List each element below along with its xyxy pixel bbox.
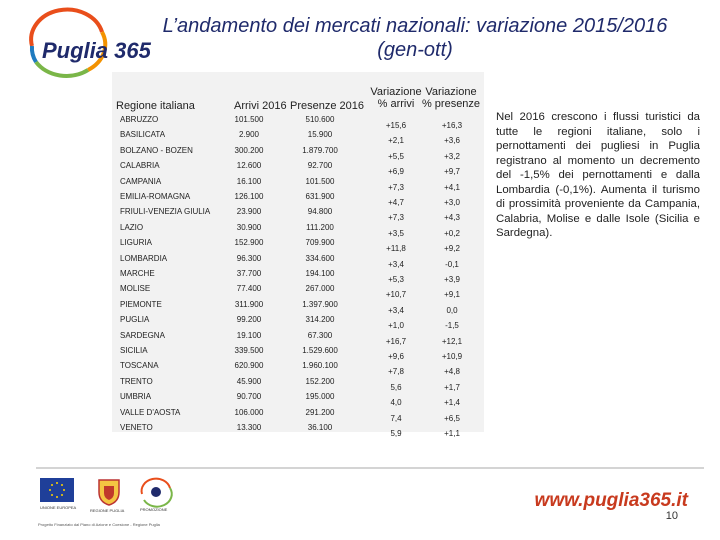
cell-var-arrivi: +15,6 bbox=[385, 121, 407, 130]
cell-presenze: 67.300 bbox=[307, 330, 333, 340]
cell-presenze: 314.200 bbox=[305, 315, 335, 325]
cell-arrivi: 77.400 bbox=[236, 284, 262, 294]
cell-var-presenze: -0,1 bbox=[445, 259, 459, 269]
footer-divider bbox=[36, 467, 704, 469]
cell-presenze: 1.397.900 bbox=[302, 299, 338, 309]
cell-var-arrivi: +5,3 bbox=[388, 275, 404, 284]
cell-region: PUGLIA bbox=[120, 315, 150, 325]
cell-var-arrivi: +16,7 bbox=[385, 336, 407, 346]
cell-region: CAMPANIA bbox=[120, 176, 162, 186]
cell-region: VALLE D'AOSTA bbox=[120, 407, 181, 417]
cell-arrivi: 30.900 bbox=[236, 222, 262, 232]
commentary-text: Nel 2016 crescono i flussi turistici da tutte le regioni italiane, solo i pernottamenti dei pugliesi in Puglia registrano al momento un decremento del -1,5% dei pernottamenti e dalla Lombardia (-0,1%). Aumenta il turismo di prossimità proveniente da Campania, Calabria, Molise e dalle Isole (Sicilia e Sardegna). bbox=[496, 111, 700, 239]
cell-region: LAZIO bbox=[120, 222, 144, 232]
regione-caption: REGIONE PUGLIA bbox=[90, 508, 125, 513]
puglia365-logo bbox=[18, 6, 151, 80]
data-table bbox=[112, 72, 484, 438]
cell-arrivi: 23.900 bbox=[236, 207, 262, 217]
cell-region: VENETO bbox=[120, 423, 153, 432]
cell-presenze: 152.200 bbox=[305, 376, 335, 386]
cell-var-presenze: +0,2 bbox=[444, 228, 460, 238]
cell-var-arrivi: +7,8 bbox=[388, 367, 404, 377]
cell-region: TRENTO bbox=[120, 376, 153, 386]
cell-var-presenze: +6,5 bbox=[444, 413, 460, 423]
cell-presenze: 101.500 bbox=[305, 176, 335, 186]
cell-var-presenze: +9,2 bbox=[444, 244, 460, 254]
title-line-1: L’andamento dei mercati nazionali: variazione 2015/2016 bbox=[162, 15, 668, 37]
cell-presenze: 631.900 bbox=[305, 192, 335, 201]
cell-region: UMBRIA bbox=[120, 392, 152, 402]
cell-presenze: 267.000 bbox=[305, 284, 335, 294]
cell-region: BOLZANO - BOZEN bbox=[120, 145, 193, 155]
cell-region: MARCHE bbox=[120, 269, 155, 278]
cell-region: PIEMONTE bbox=[120, 299, 162, 309]
cell-region: SICILIA bbox=[120, 346, 148, 355]
cell-presenze: 709.900 bbox=[305, 238, 335, 248]
cell-var-arrivi: 5,9 bbox=[390, 429, 402, 438]
cell-presenze: 1.960.100 bbox=[302, 361, 338, 371]
cell-var-presenze: +1,1 bbox=[444, 429, 460, 438]
cell-presenze: 510.600 bbox=[305, 115, 335, 124]
cell-var-presenze: +3,6 bbox=[444, 136, 460, 146]
cell-var-arrivi: +7,3 bbox=[388, 182, 404, 192]
cell-presenze: 111.200 bbox=[306, 222, 334, 232]
header-var-arrivi bbox=[368, 86, 424, 110]
header-var-presenze bbox=[420, 86, 482, 110]
cell-arrivi: 152.900 bbox=[234, 238, 264, 248]
cell-arrivi: 90.700 bbox=[236, 392, 262, 402]
cell-region: ABRUZZO bbox=[120, 115, 159, 124]
cell-arrivi: 13.300 bbox=[236, 423, 262, 432]
cell-var-arrivi: +3,4 bbox=[388, 259, 404, 269]
cell-region: TOSCANA bbox=[120, 361, 159, 371]
cell-arrivi: 16.100 bbox=[236, 176, 262, 186]
cell-region: LOMBARDIA bbox=[120, 253, 168, 263]
header-presenze: Presenze 2016 bbox=[290, 100, 364, 112]
cell-presenze: 92.700 bbox=[307, 161, 333, 171]
header-var-presenze-line1: Variazione bbox=[425, 86, 477, 98]
cell-arrivi: 12.600 bbox=[236, 161, 262, 171]
header-region: Regione italiana bbox=[116, 100, 195, 112]
eu-flag-icon bbox=[40, 478, 74, 502]
title-line-2: (gen-ott) bbox=[377, 39, 453, 61]
cell-presenze: 194.100 bbox=[305, 269, 335, 278]
cell-var-arrivi: +2,1 bbox=[388, 136, 404, 146]
cell-var-presenze: +9,7 bbox=[444, 167, 460, 177]
cell-var-arrivi: +11,8 bbox=[386, 244, 406, 254]
cell-var-arrivi: 7,4 bbox=[390, 413, 402, 423]
cell-arrivi: 126.100 bbox=[234, 192, 264, 201]
cell-presenze: 94.800 bbox=[307, 207, 333, 217]
promozione-caption: PROMOZIONE bbox=[140, 507, 168, 512]
cell-region: CALABRIA bbox=[120, 161, 160, 171]
cell-var-presenze: +10,9 bbox=[441, 352, 463, 361]
cell-region: LIGURIA bbox=[120, 238, 153, 248]
cell-arrivi: 106.000 bbox=[234, 407, 264, 417]
cell-arrivi: 37.700 bbox=[236, 269, 262, 278]
cell-var-arrivi: +3,5 bbox=[388, 228, 404, 238]
footer-funding-text: Progetto Finanziato dal Piano di Azione e Coesione - Regione Puglia bbox=[38, 522, 160, 527]
cell-arrivi: 45.900 bbox=[236, 376, 262, 386]
cell-arrivi: 19.100 bbox=[236, 330, 262, 340]
cell-var-presenze: +1,4 bbox=[444, 398, 460, 408]
cell-arrivi: 101.500 bbox=[234, 115, 264, 124]
cell-var-presenze: +16,3 bbox=[441, 121, 463, 130]
cell-var-arrivi: 5,6 bbox=[390, 382, 402, 392]
header-var-presenze-line2: % presenze bbox=[421, 98, 481, 110]
cell-var-presenze: -1,5 bbox=[445, 321, 459, 331]
slide-title bbox=[130, 14, 700, 62]
table-row bbox=[112, 423, 484, 442]
cell-var-presenze: +4,3 bbox=[444, 213, 460, 223]
cell-region: EMILIA-ROMAGNA bbox=[120, 192, 191, 201]
cell-arrivi: 339.500 bbox=[234, 346, 264, 355]
cell-var-presenze: +4,1 bbox=[444, 182, 460, 192]
cell-presenze: 1.529.600 bbox=[302, 346, 338, 355]
cell-region: MOLISE bbox=[120, 284, 151, 294]
cell-presenze: 195.000 bbox=[305, 392, 335, 402]
puglia-promozione-icon bbox=[140, 478, 172, 504]
cell-arrivi: 2.900 bbox=[238, 130, 260, 140]
cell-region: BASILICATA bbox=[120, 130, 166, 140]
cell-arrivi: 96.300 bbox=[236, 253, 262, 263]
logo-text: Puglia 365 bbox=[42, 38, 151, 63]
cell-presenze: 1.879.700 bbox=[302, 145, 338, 155]
cell-var-arrivi: +3,4 bbox=[388, 305, 404, 315]
cell-var-presenze: +3,0 bbox=[444, 198, 460, 207]
header-var-arrivi-line1: Variazione bbox=[370, 86, 422, 98]
cell-var-presenze: +9,1 bbox=[444, 290, 460, 300]
cell-var-presenze: +3,9 bbox=[444, 275, 460, 284]
cell-var-presenze: 0,0 bbox=[446, 305, 458, 315]
cell-arrivi: 300.200 bbox=[234, 145, 264, 155]
page-number: 10 bbox=[665, 510, 678, 522]
cell-var-arrivi: 4,0 bbox=[390, 398, 402, 408]
cell-var-arrivi: +10,7 bbox=[385, 290, 407, 300]
cell-presenze: 15.900 bbox=[307, 130, 333, 140]
cell-region: SARDEGNA bbox=[120, 330, 165, 340]
cell-var-presenze: +4,8 bbox=[444, 367, 460, 377]
cell-arrivi: 311.900 bbox=[234, 299, 264, 309]
cell-var-arrivi: +9,6 bbox=[388, 352, 404, 361]
footer-logos bbox=[40, 478, 180, 528]
cell-var-presenze: +1,7 bbox=[444, 382, 460, 392]
cell-var-arrivi: +7,3 bbox=[388, 213, 404, 223]
cell-var-arrivi: +5,5 bbox=[388, 151, 404, 161]
cell-region: FRIULI-VENEZIA GIULIA bbox=[120, 207, 211, 217]
cell-var-arrivi: +1,0 bbox=[388, 321, 404, 331]
cell-var-arrivi: +4,7 bbox=[388, 198, 404, 207]
cell-var-arrivi: +6,9 bbox=[388, 167, 404, 177]
cell-var-presenze: +12,1 bbox=[441, 336, 463, 346]
cell-var-presenze: +3,2 bbox=[444, 151, 460, 161]
header-arrivi: Arrivi 2016 bbox=[234, 100, 287, 112]
header-var-arrivi-line2: % arrivi bbox=[377, 98, 415, 110]
cell-arrivi: 620.900 bbox=[234, 361, 264, 371]
cell-arrivi: 99.200 bbox=[236, 315, 262, 325]
cell-presenze: 334.600 bbox=[305, 253, 335, 263]
cell-presenze: 36.100 bbox=[307, 423, 333, 432]
cell-presenze: 291.200 bbox=[305, 407, 335, 417]
regione-puglia-crest-icon bbox=[96, 478, 122, 506]
eu-caption: UNIONE EUROPEA bbox=[40, 505, 77, 510]
website-url[interactable]: www.puglia365.it bbox=[534, 490, 688, 511]
